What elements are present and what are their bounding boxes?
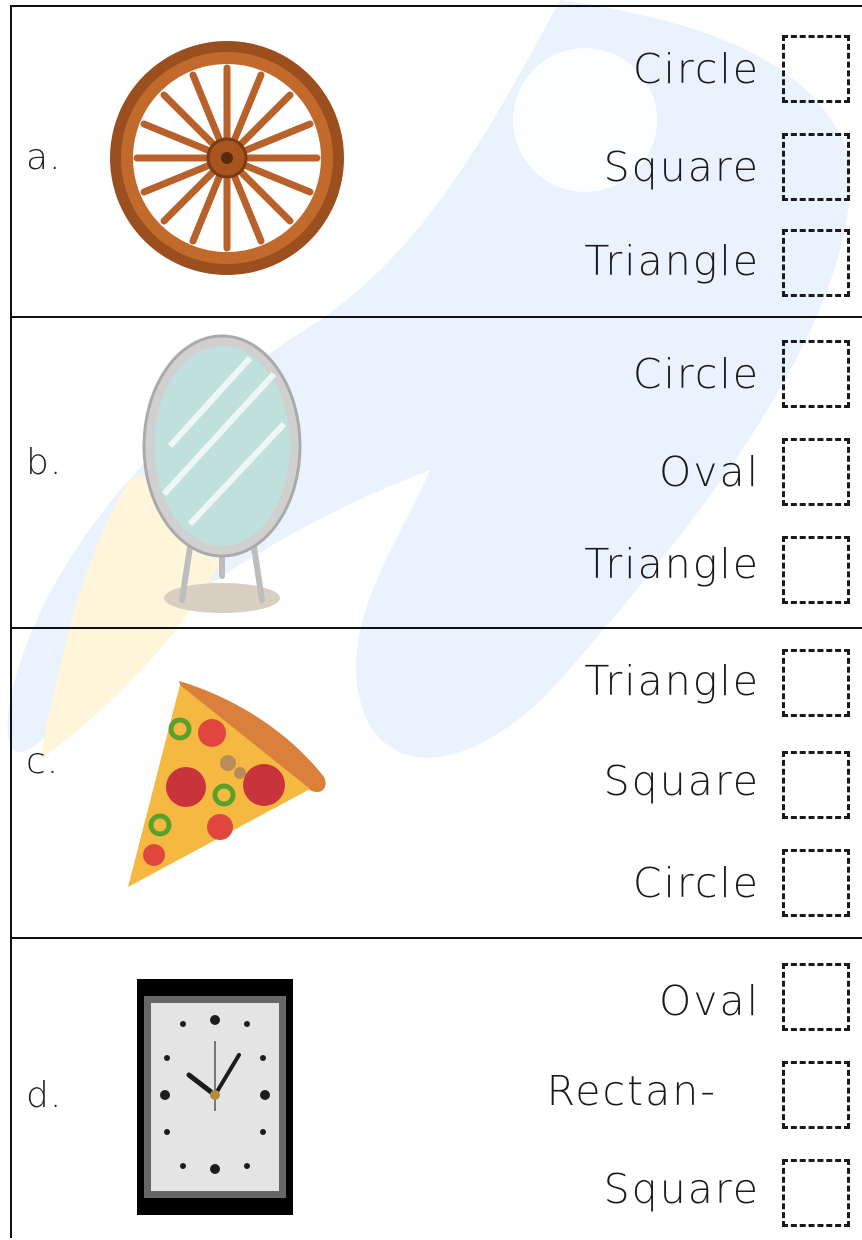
answer-box[interactable] — [782, 438, 850, 506]
option-square: Square — [603, 1165, 760, 1213]
worksheet — [10, 5, 862, 1238]
question-row-b — [12, 318, 862, 629]
option-circle: Circle — [632, 859, 760, 907]
answer-box[interactable] — [782, 536, 850, 604]
answer-box[interactable] — [782, 35, 850, 103]
option-triangle: Triangle — [584, 540, 760, 588]
answer-box[interactable] — [782, 1061, 850, 1129]
question-letter: d. — [26, 1075, 63, 1116]
option-oval: Oval — [658, 977, 760, 1025]
option-oval: Oval — [658, 448, 760, 496]
answer-box[interactable] — [782, 1159, 850, 1227]
wagon-wheel-icon — [104, 35, 350, 281]
option-triangle: Triangle — [584, 657, 760, 705]
question-letter: b. — [26, 442, 63, 483]
question-row-a — [12, 7, 862, 318]
option-circle: Circle — [632, 350, 760, 398]
question-row-d — [12, 939, 862, 1240]
answer-box[interactable] — [782, 849, 850, 917]
option-circle: Circle — [632, 45, 760, 93]
question-row-c — [12, 629, 862, 939]
option-rectangle: Rectan- — [546, 1067, 717, 1115]
option-square: Square — [603, 757, 760, 805]
question-letter: c. — [26, 741, 60, 782]
answer-box[interactable] — [782, 963, 850, 1031]
option-triangle: Triangle — [584, 237, 760, 285]
answer-box[interactable] — [782, 229, 850, 297]
answer-box[interactable] — [782, 649, 850, 717]
pizza-slice-icon — [124, 677, 328, 891]
option-square: Square — [603, 143, 760, 191]
oval-mirror-icon — [134, 334, 310, 616]
answer-box[interactable] — [782, 340, 850, 408]
answer-box[interactable] — [782, 133, 850, 201]
answer-box[interactable] — [782, 751, 850, 819]
question-letter: a. — [26, 137, 62, 178]
rectangular-clock-icon — [137, 979, 293, 1215]
